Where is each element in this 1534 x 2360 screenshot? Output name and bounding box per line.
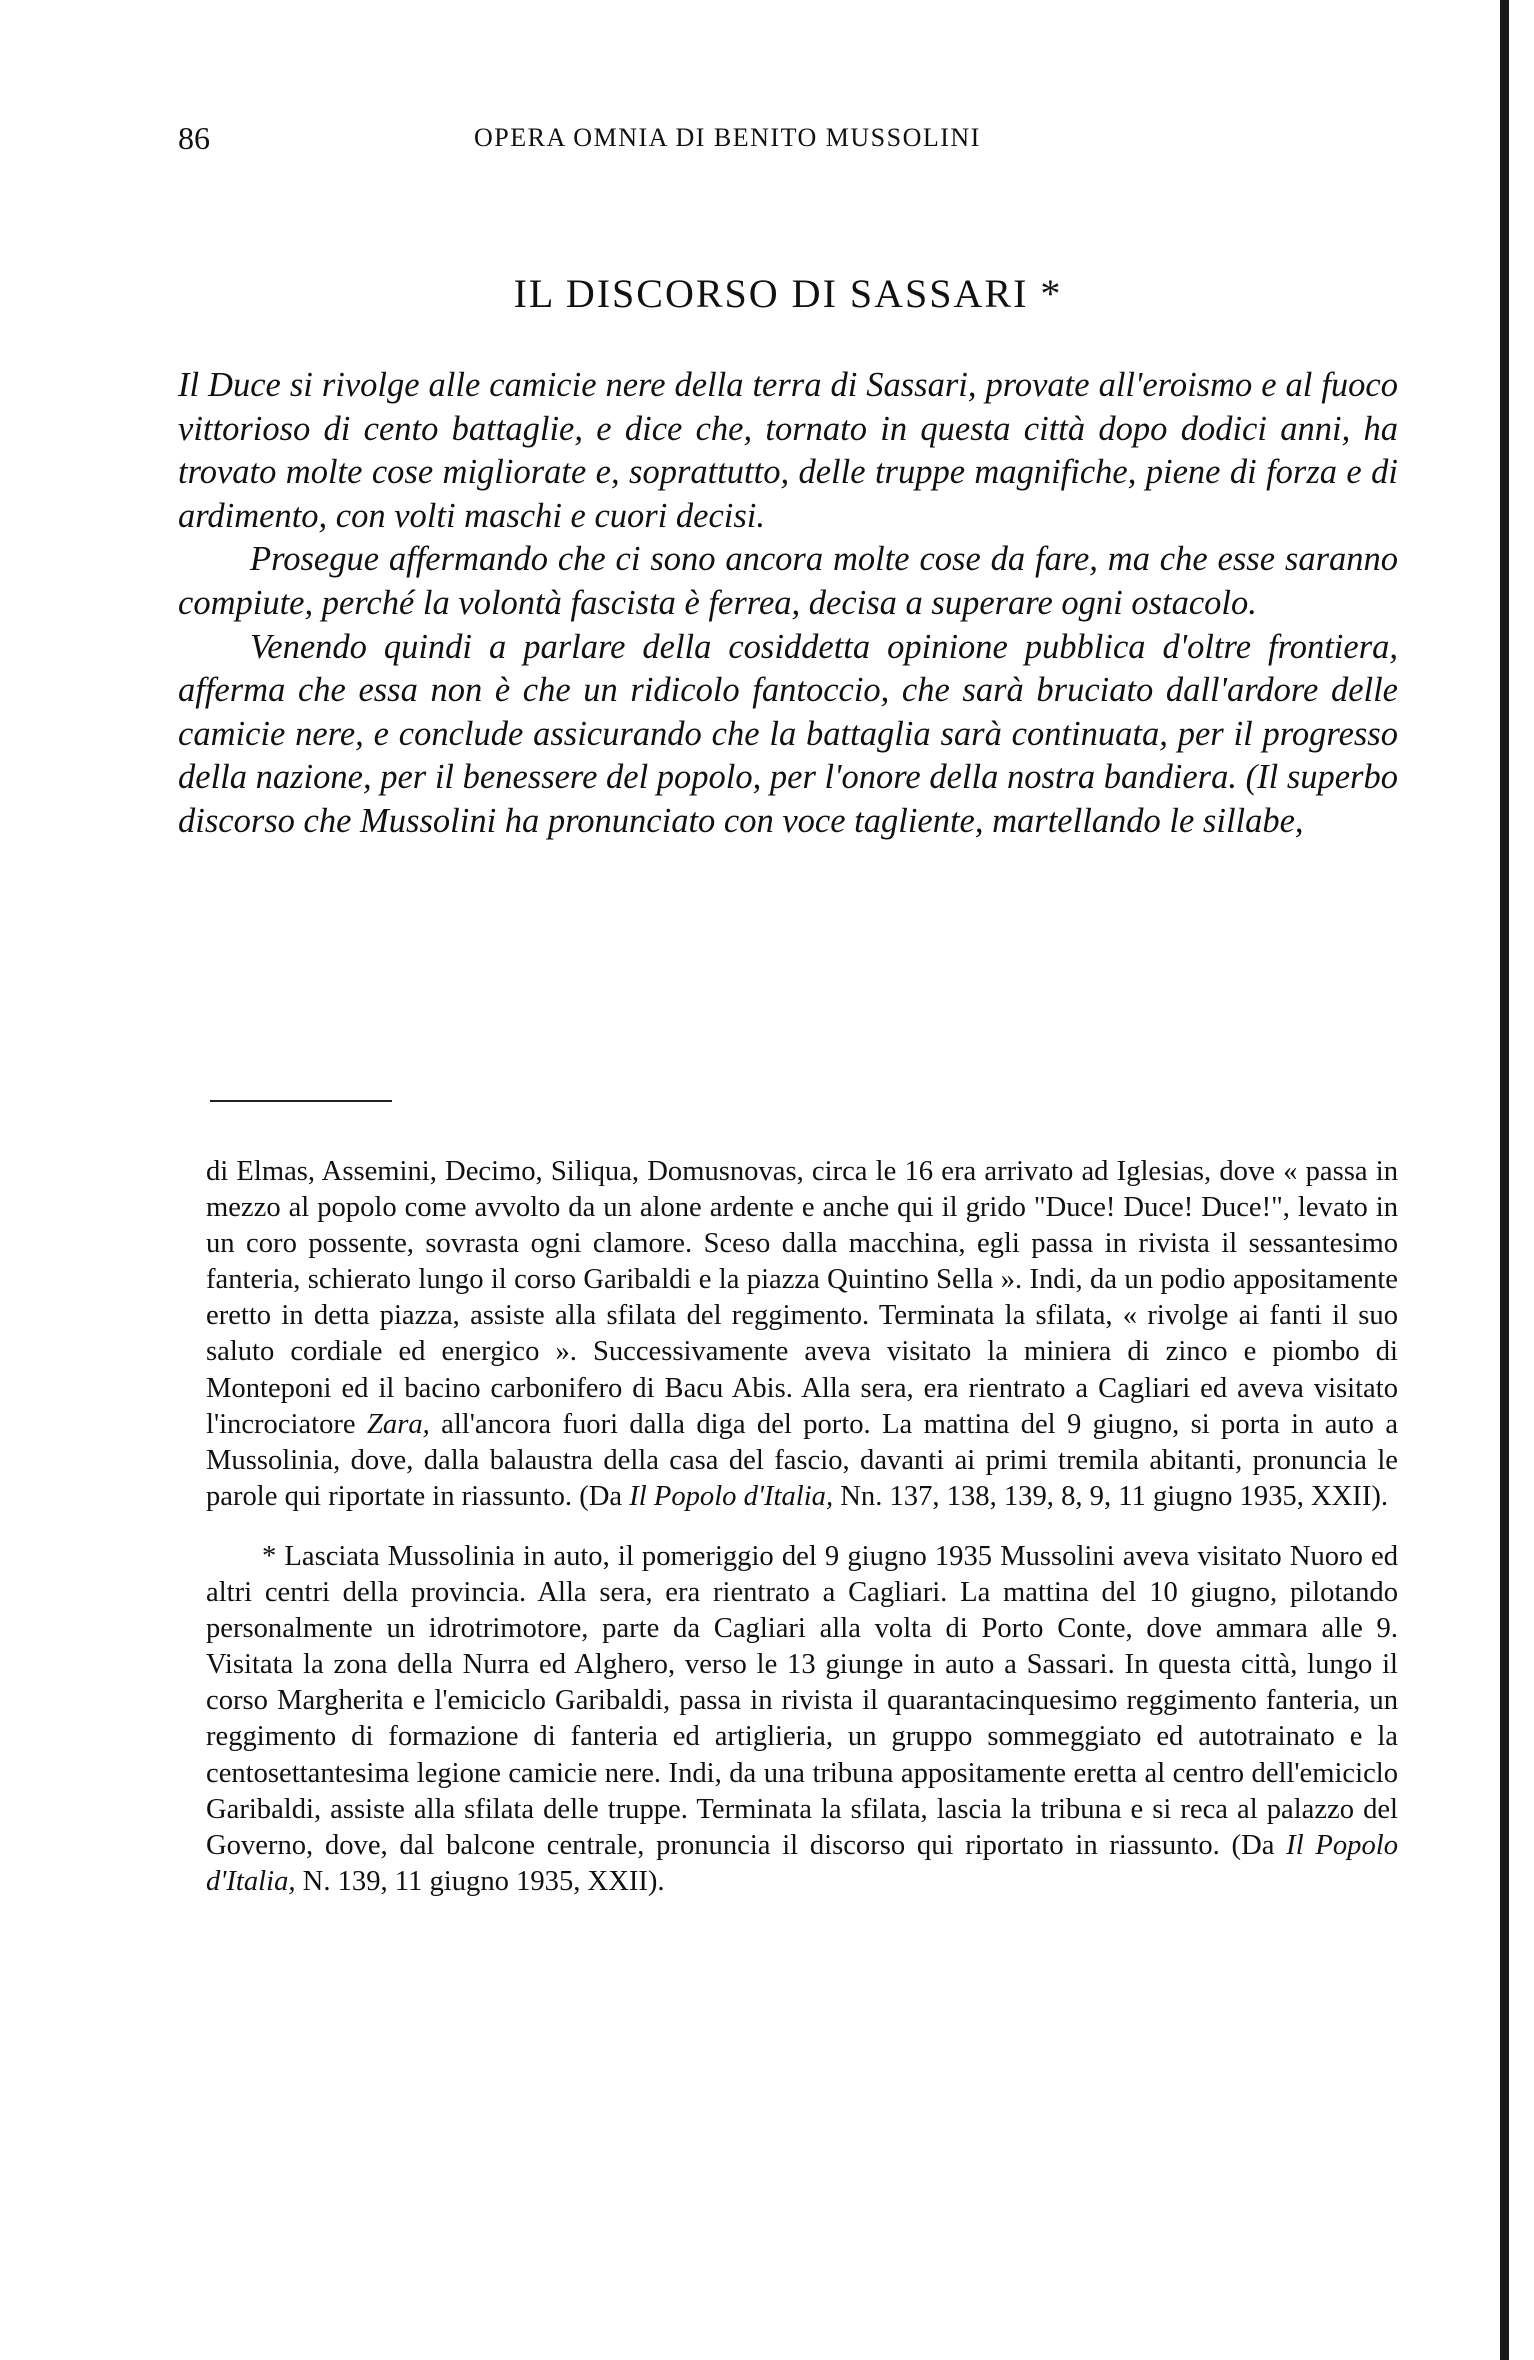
running-header [178, 118, 1118, 158]
footnote-citation: N. 139, 11 giugno 1935, XXII). [302, 1865, 665, 1897]
footnotes [206, 1154, 1398, 1900]
footnote-text: di Elmas, Assemini, Decimo, Siliqua, Domusnovas, circa le 16 era arrivato ad Iglesias, dove « passa in mezzo al popolo come avvolto da un alone ardente e anche qui il grido "Duce! Duce! Duce!", levato in un coro possente, sovrasta ogni clamore. Sceso dalla macchina, egli passa in rivista il sessantesimo fanteria, schierato lungo il corso Garibaldi e la piazza Quintino Sella ». Indi, da un podio appositamente eretto in detta piazza, assiste alla sfilata del reggimento. Terminata la sfilata, « rivolge ai fanti il suo saluto cordiale ed energico ». Successivamente aveva visitato la miniera di zinco e piombo di Monteponi ed il bacino carbonifero di Bacu Abis. Alla sera, era rientrato a Cagliari ed aveva visitato l'incrociatore [206, 1156, 1398, 1440]
page-edge-shadow [1500, 0, 1509, 2360]
source-title: Il Popolo d'Italia, [206, 1829, 1398, 1897]
running-title: OPERA OMNIA DI BENITO MUSSOLINI [474, 123, 981, 152]
footnote-text: all'ancora fuori dalla diga del porto. La mattina del 9 giugno, si porta in auto a Mussolinia, dove, dalla balaustra della casa del fascio, davanti ai primi tremila abitanti, pronuncia le parole qui riportate in riassunto. (Da [206, 1408, 1399, 1512]
footnote-text: * Lasciata Mussolinia in auto, il pomeriggio del 9 giugno 1935 Mussolini aveva visitato Nuoro ed altri centri della provincia. Alla sera, era rientrato a Cagliari. La mattina del 10 giugno, pilotando personalmente un idrotrimotore, parte da Cagliari alla volta di Porto Conte, dove ammara alle 9. Visitata la zona della Nurra ed Alghero, verso le 13 giunge in auto a Sassari. In questa città, lungo il corso Margherita e l'emiciclo Garibaldi, passa in rivista il quarantacinquesimo reggimento fanteria, un reggimento di formazione di fanteria ed artiglieria, un gruppo sommeggiato ed autotrainato e la centosettantesima legione camicie nere. Indi, da una tribuna appositamente eretta al centro dell'emiciclo Garibaldi, assiste alla sfilata delle truppe. Terminata la sfilata, lascia la tribuna e si reca al palazzo del Governo, dove, dal balcone centrale, pronuncia il discorso qui riportato in riassunto. (Da [206, 1540, 1398, 1861]
footnote-separator [210, 1100, 392, 1102]
source-title: Il Popolo d'Italia, [629, 1480, 834, 1512]
summary-paragraph-3: Venendo quindi a parlare della cosiddetta opinione pubblica d'oltre frontiera, afferma che essa non è che un ridicolo fantoccio, che sarà bruciato dall'ardore delle camicie nere, e conclude assicurando che la battaglia sarà continuata, per il progresso della nazione, per il benessere del popolo, per l'onore della nostra bandiera. (Il superbo discorso che Mussolini ha pronunciato con voce tagliente, martellando le sillabe, [178, 627, 1398, 840]
footnote-star [206, 1539, 1398, 1900]
footnote-continued [206, 1154, 1398, 1515]
summary-paragraph-2: Prosegue affermando che ci sono ancora molte cose da fare, ma che esse saranno compiute, perché la volontà fascista è ferrea, decisa a superare ogni ostacolo. [178, 540, 1398, 622]
ship-name: Zara, [367, 1408, 430, 1440]
page-number: 86 [178, 120, 210, 156]
speech-summary [178, 364, 1398, 844]
summary-paragraph-1: Il Duce si rivolge alle camicie nere della terra di Sassari, provate all'eroismo e al fuoco vittorioso di cento battaglie, e dice che, tornato in questa città dopo dodici anni, ha trovato molte cose migliorate e, soprattutto, delle truppe magnifiche, piene di forza e di ardimento, con volti maschi e cuori decisi. [178, 366, 1398, 535]
speech-title: IL DISCORSO DI SASSARI * [513, 271, 1063, 316]
footnote-citation: Nn. 137, 138, 139, 8, 9, 11 giugno 1935, XXII). [840, 1480, 1389, 1512]
